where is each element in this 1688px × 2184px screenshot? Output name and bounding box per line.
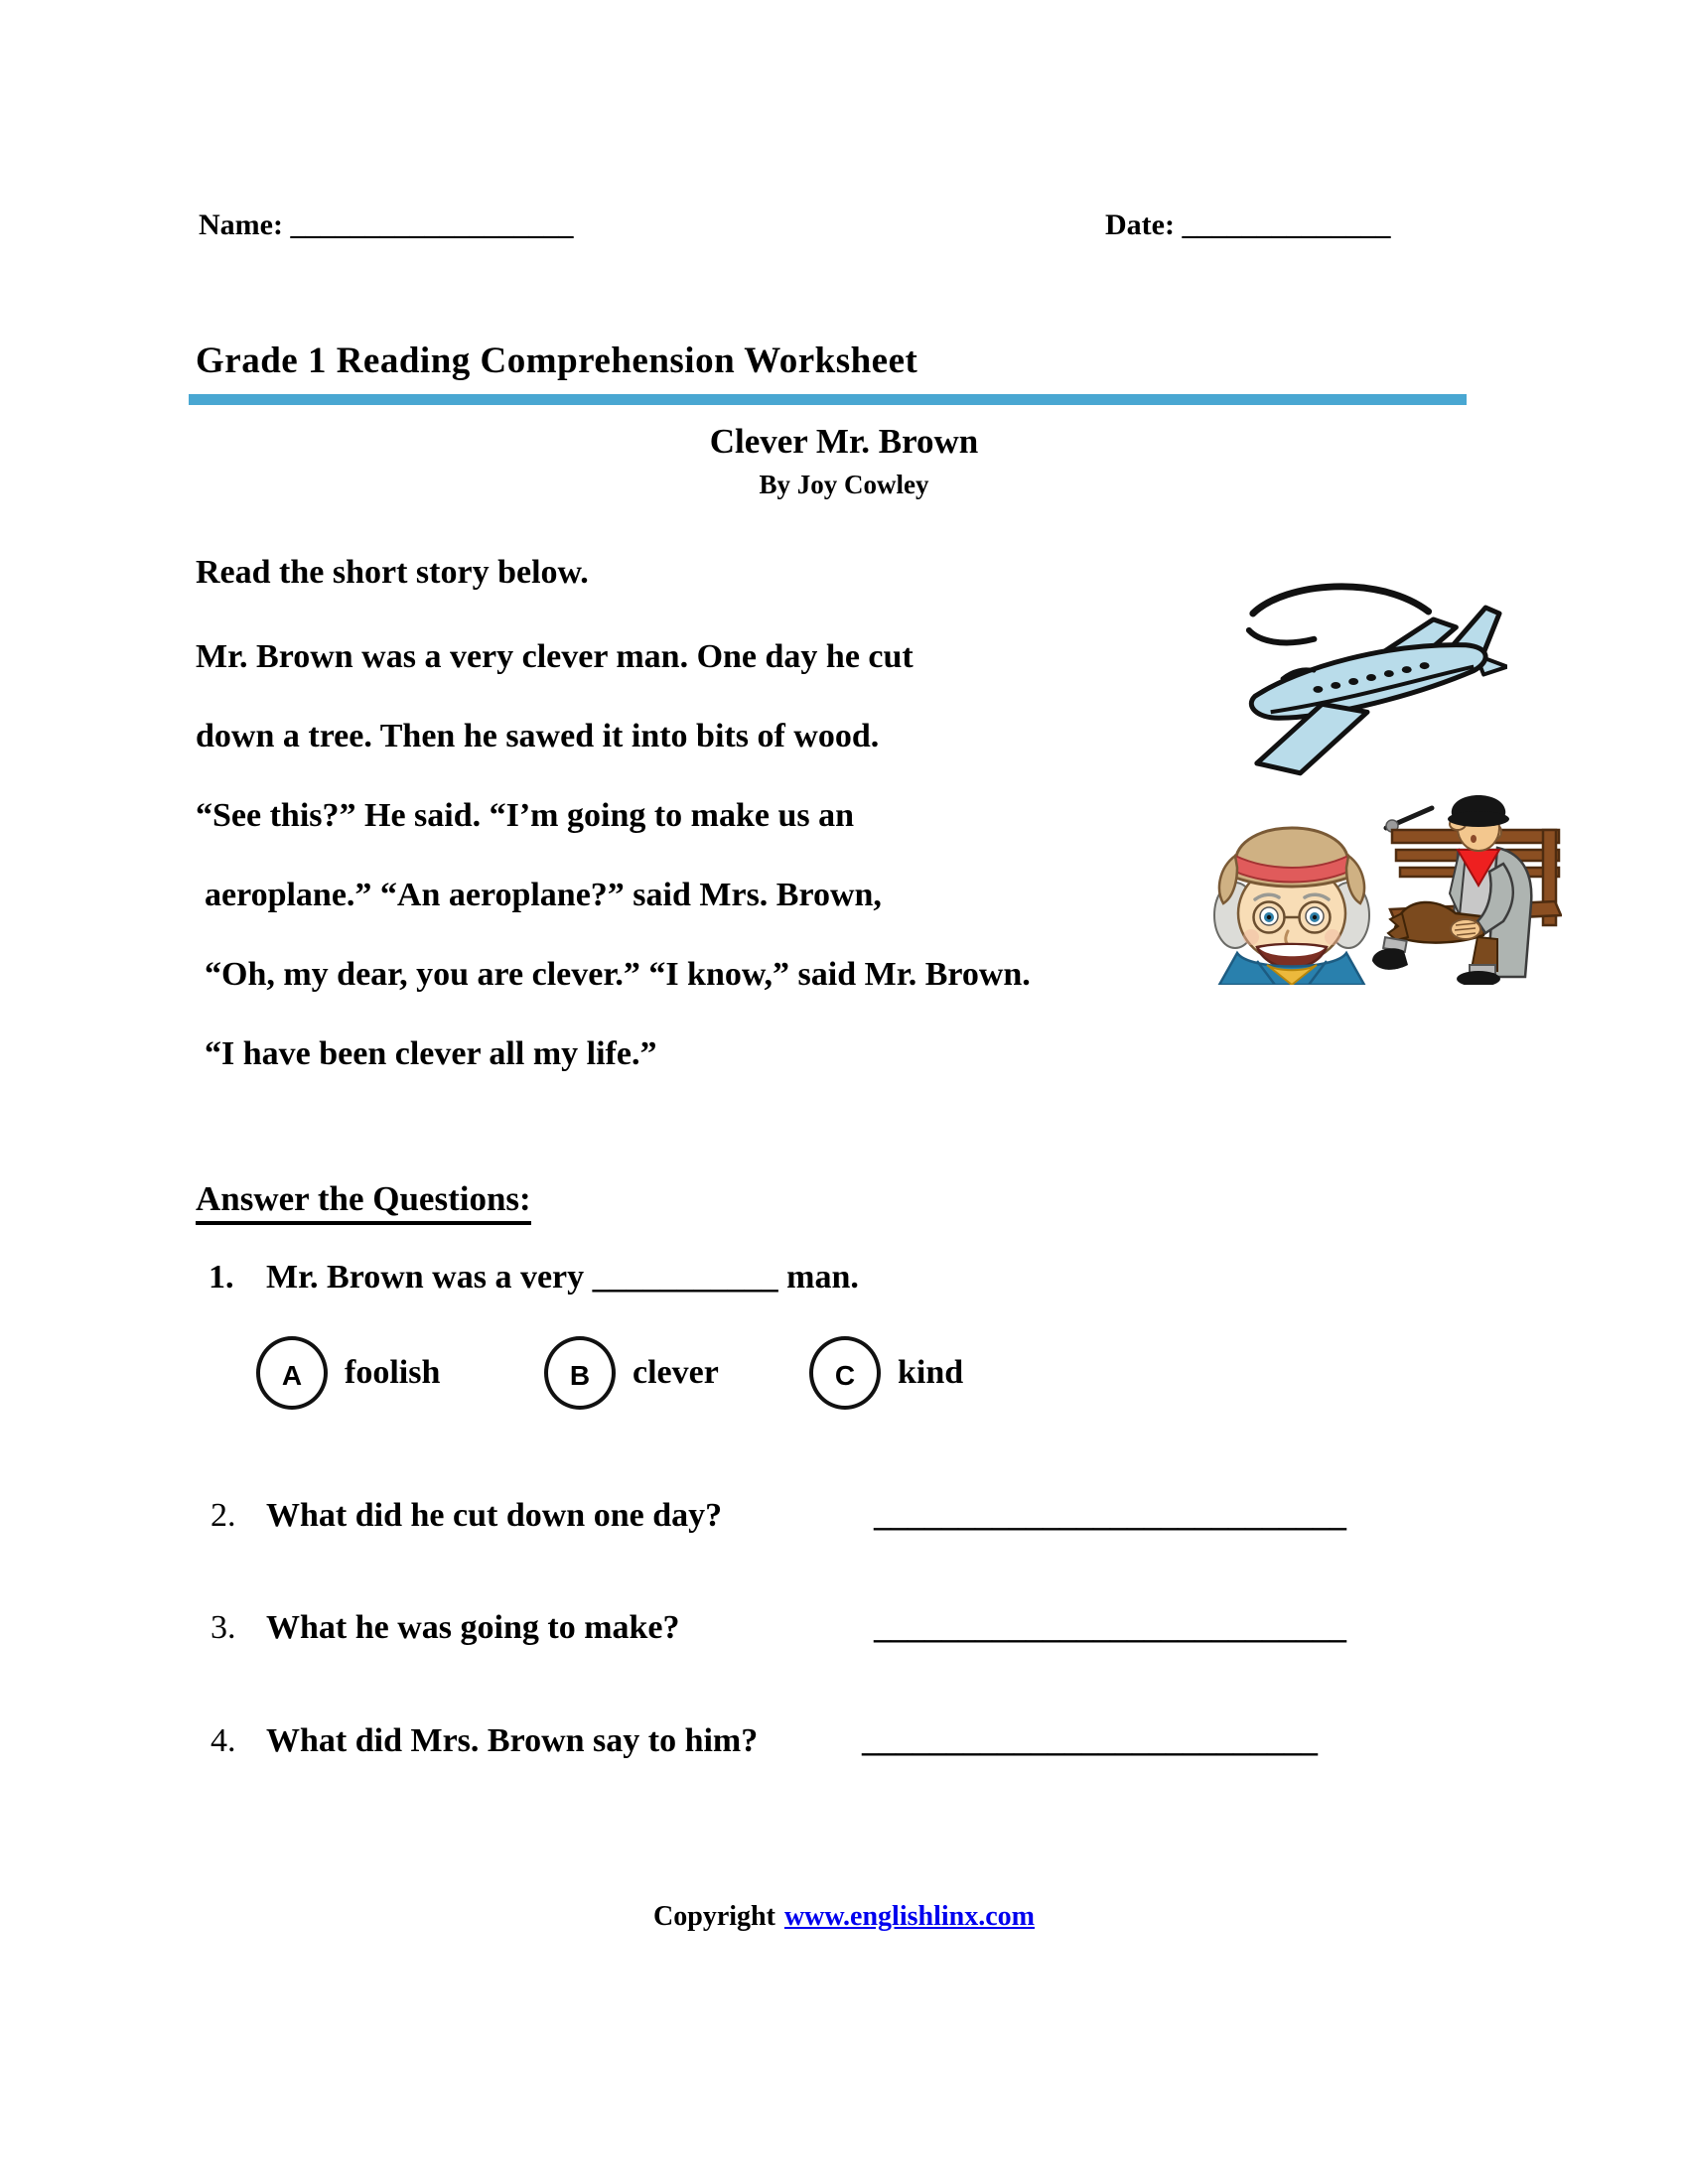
date-blank[interactable]: ______________: [1182, 208, 1391, 241]
question-4-number: 4.: [211, 1722, 236, 1759]
option-b[interactable]: [544, 1336, 719, 1410]
date-label: Date:: [1105, 208, 1175, 241]
question-2-blank[interactable]: ____________________________: [874, 1497, 1346, 1534]
story-title: Clever Mr. Brown: [709, 422, 979, 461]
copyright-line: [0, 1901, 1688, 1933]
question-2-text: What did he cut down one day?: [266, 1497, 723, 1534]
question-3-text: What he was going to make?: [266, 1609, 680, 1646]
heading-rule: [189, 394, 1467, 405]
story-line: aeroplane.” “An aeroplane?” said Mrs. Brown,: [205, 877, 882, 913]
option-b-bubble[interactable]: B: [544, 1336, 616, 1410]
story-line: Mr. Brown was a very clever man. One day he cut: [196, 638, 914, 675]
grandma-figure: [1214, 828, 1369, 985]
option-a[interactable]: [256, 1336, 440, 1410]
option-b-label: clever: [633, 1354, 719, 1391]
name-blank[interactable]: ___________________: [290, 208, 574, 241]
question-4-blank[interactable]: ___________________________: [862, 1722, 1318, 1759]
date-row: [1105, 208, 1390, 242]
question-1-text: Mr. Brown was a very ___________ man.: [266, 1259, 859, 1296]
question-3-blank[interactable]: ____________________________: [874, 1609, 1346, 1646]
man-on-bench-figure: [1372, 795, 1561, 985]
name-row: [199, 208, 573, 242]
story-byline: By Joy Cowley: [759, 470, 929, 499]
copyright-text: Copyright: [653, 1901, 775, 1932]
question-1-number: 1.: [209, 1259, 234, 1296]
story-instruction: Read the short story below.: [196, 554, 589, 591]
name-label: Name:: [199, 208, 283, 241]
story-line: “See this?” He said. “I’m going to make us an: [196, 797, 855, 834]
option-c-bubble[interactable]: C: [809, 1336, 881, 1410]
mr-and-mrs-brown-image: [1209, 794, 1562, 985]
option-a-label: foolish: [345, 1354, 441, 1391]
question-4-text: What did Mrs. Brown say to him?: [266, 1722, 759, 1759]
question-2-number: 2.: [211, 1497, 236, 1534]
story-line: down a tree. Then he sawed it into bits of wood.: [196, 718, 880, 754]
story-line: “I have been clever all my life.”: [205, 1035, 657, 1072]
airplane-image: [1231, 574, 1507, 786]
story-line: “Oh, my dear, you are clever.” “I know,” said Mr. Brown.: [205, 956, 1031, 993]
question-3-number: 3.: [211, 1609, 236, 1646]
worksheet-heading: Grade 1 Reading Comprehension Worksheet: [196, 341, 918, 381]
option-c[interactable]: [809, 1336, 963, 1410]
story-text: [196, 617, 1031, 1094]
copyright-link[interactable]: www.englishlinx.com: [783, 1901, 1035, 1932]
answer-heading: Answer the Questions:: [196, 1179, 531, 1225]
option-a-bubble[interactable]: A: [256, 1336, 328, 1410]
option-c-label: kind: [898, 1354, 964, 1391]
